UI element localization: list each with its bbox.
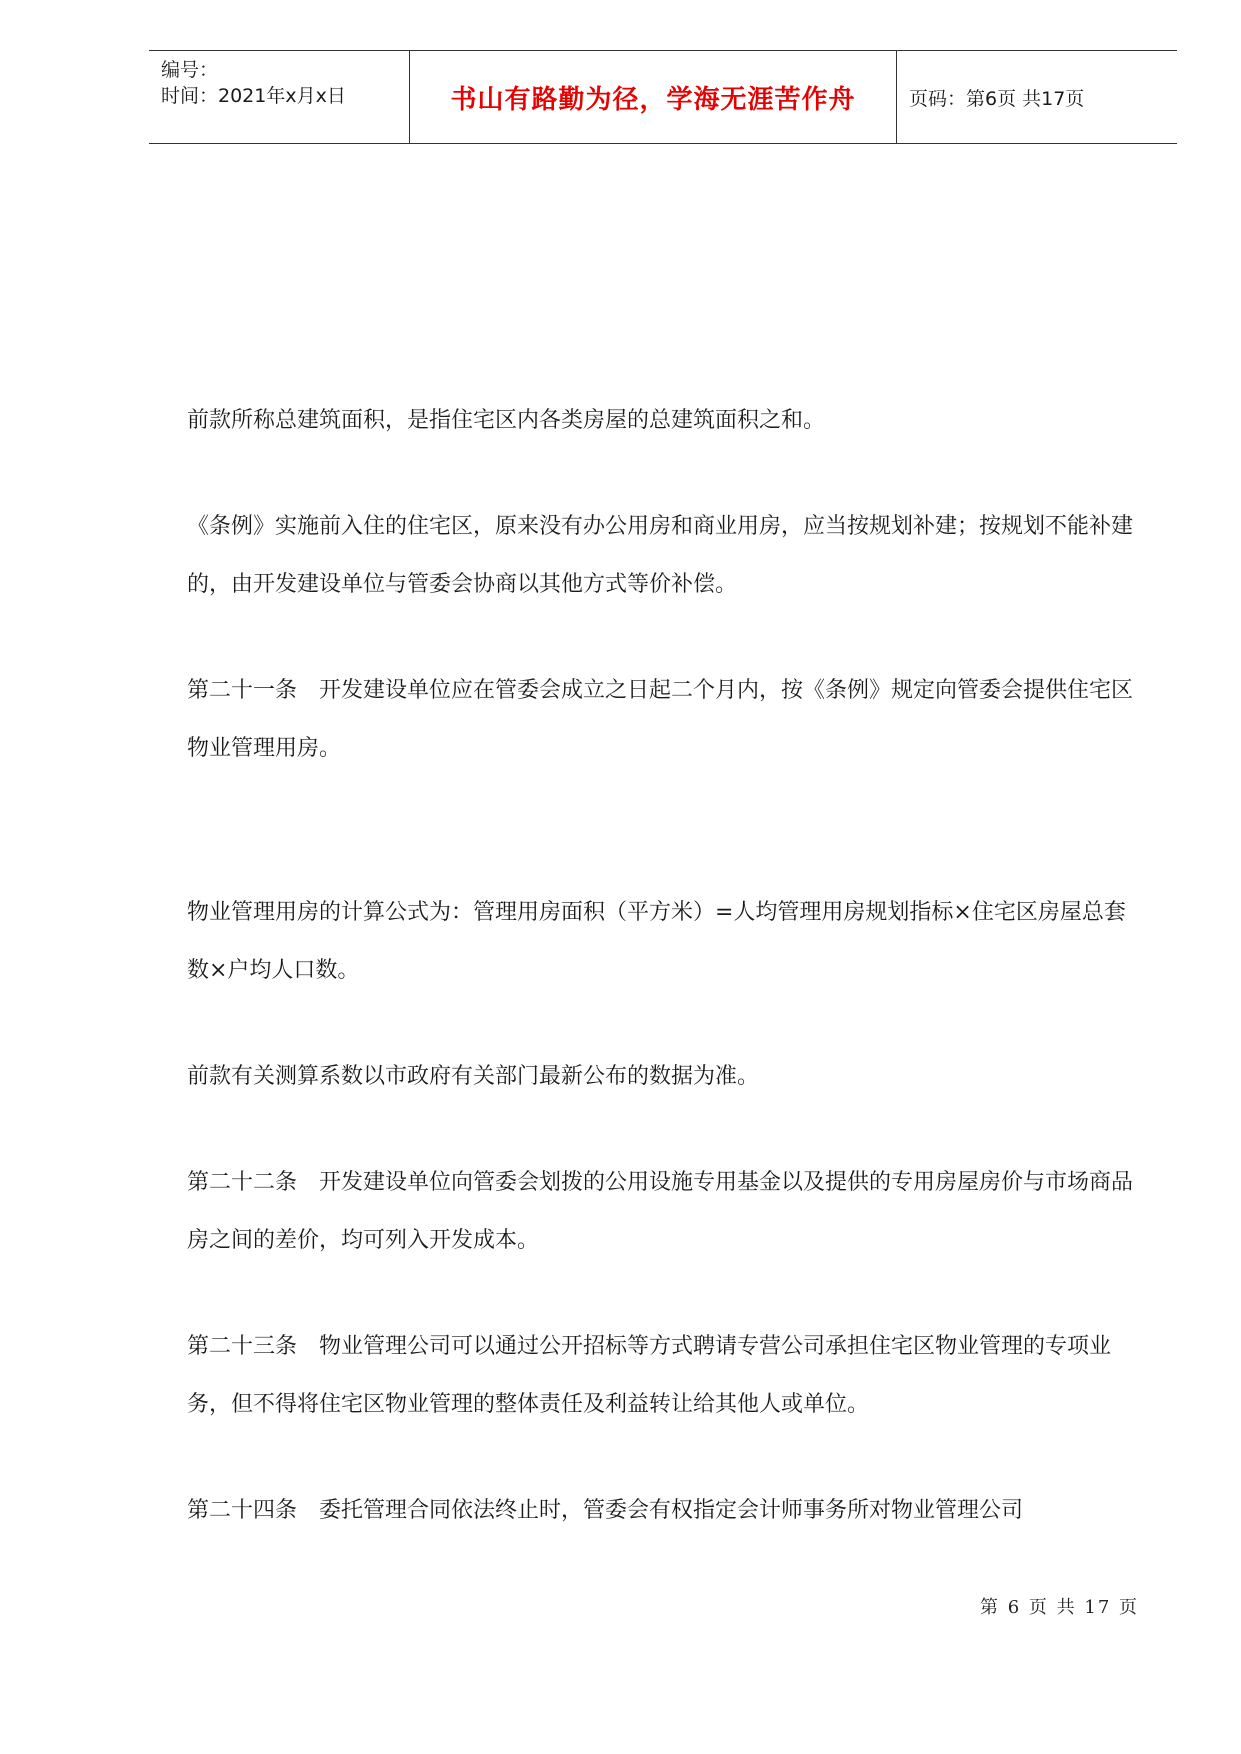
header-motto-cell: [410, 51, 897, 143]
serial-number-label: 编号：: [161, 59, 219, 81]
paragraph-coefficients: 前款有关测算系数以市政府有关部门最新公布的数据为准。: [187, 1064, 760, 1089]
page-footer: 第 6 页 共 17 页: [980, 1597, 1139, 1618]
date-label: 时间：2021年x月x日: [161, 85, 346, 107]
paragraph-article-22: 第二十二条 开发建设单位向管委会划拨的公用设施专用基金以及提供的专用房屋房价与市场商品房之间的差价，均可列入开发成本。: [187, 1170, 1134, 1253]
paragraph-total-area: 前款所称总建筑面积，是指住宅区内各类房屋的总建筑面积之和。: [187, 408, 826, 433]
paragraph-article-24: 第二十四条 委托管理合同依法终止时，管委会有权指定会计师事务所对物业管理公司: [187, 1498, 1024, 1523]
paragraph-article-23: 第二十三条 物业管理公司可以通过公开招标等方式聘请专营公司承担住宅区物业管理的专项业务，但不得将住宅区物业管理的整体责任及利益转让给其他人或单位。: [187, 1334, 1112, 1417]
document-header: [149, 50, 1177, 144]
header-page-number: 页码：第6页 共17页: [909, 87, 1085, 110]
document-body: [187, 392, 1139, 1540]
paragraph-formula: 物业管理用房的计算公式为：管理用房面积（平方米）=人均管理用房规划指标×住宅区房屋总套数×户均人口数。: [187, 900, 1126, 983]
paragraph-article-21: 第二十一条 开发建设单位应在管委会成立之日起二个月内，按《条例》规定向管委会提供住宅区物业管理用房。: [187, 678, 1134, 761]
paragraph-regulation-supplement: 《条例》实施前入住的住宅区，原来没有办公用房和商业用房，应当按规划补建；按规划不能补建的，由开发建设单位与管委会协商以其他方式等价补偿。: [187, 514, 1134, 597]
header-meta: [149, 51, 410, 143]
header-page-cell: [897, 51, 1177, 143]
motto-text: 书山有路勤为径，学海无涯苦作舟: [450, 84, 856, 115]
